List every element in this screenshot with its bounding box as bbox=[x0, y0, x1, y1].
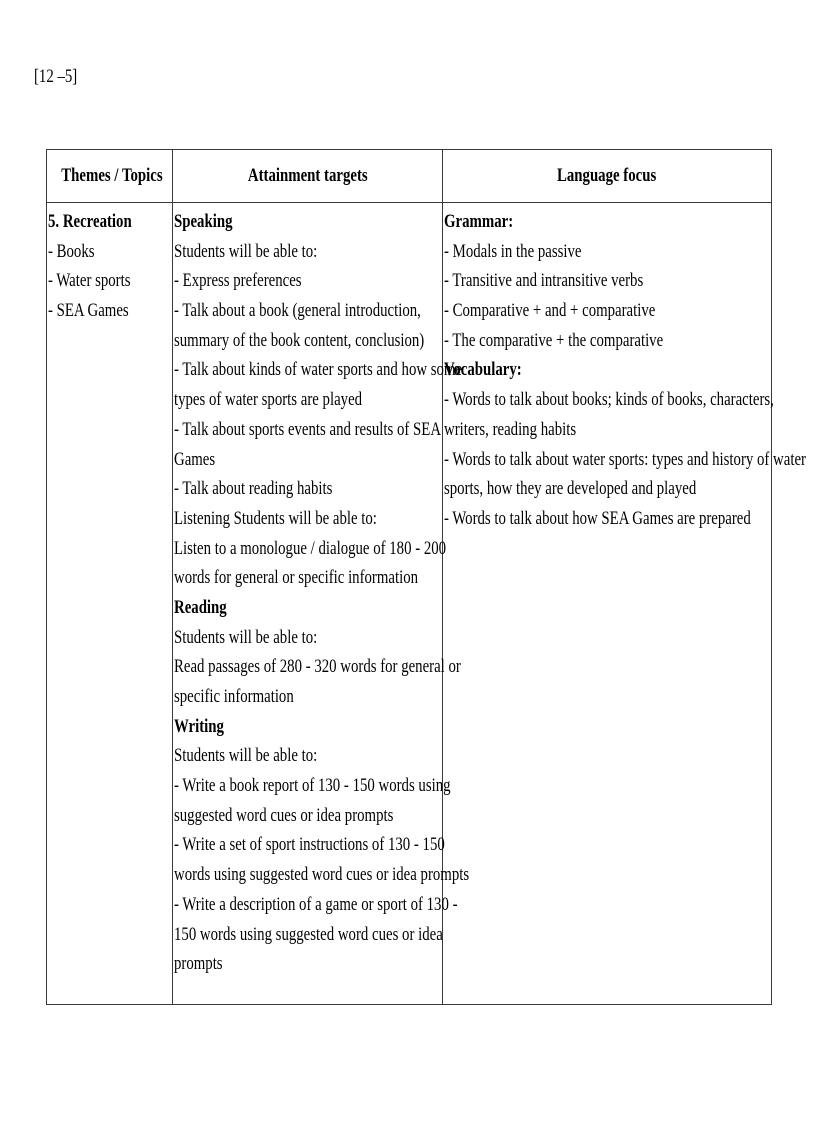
speaking-line: Games bbox=[174, 448, 216, 470]
writing-line: - Write a book report of 130 - 150 words using bbox=[174, 775, 451, 797]
curriculum-table bbox=[46, 149, 806, 1005]
writing-heading: Writing bbox=[174, 715, 224, 737]
header-attainment-targets: Attainment targets bbox=[173, 150, 443, 203]
grammar-heading: Grammar: bbox=[444, 211, 514, 232]
writing-line: words using suggested word cues or idea prompts bbox=[174, 864, 470, 886]
listening-line: Listening Students will be able to: bbox=[174, 507, 377, 529]
speaking-heading: Speaking bbox=[174, 211, 233, 232]
grammar-line: - Transitive and intransitive verbs bbox=[444, 270, 644, 292]
grammar-line: - Comparative + and + comparative bbox=[444, 300, 656, 322]
theme-title: 5. Recreation bbox=[48, 211, 132, 232]
header-language-focus: Language focus bbox=[443, 150, 772, 203]
writing-line: prompts bbox=[174, 953, 223, 975]
vocabulary-line: - Words to talk about water sports: types and history of water bbox=[444, 448, 806, 470]
grammar-line: - Modals in the passive bbox=[444, 240, 582, 262]
reading-line: Students will be able to: bbox=[174, 626, 318, 648]
table-header-row bbox=[47, 150, 772, 203]
writing-line: suggested word cues or idea prompts bbox=[174, 804, 394, 826]
theme-item: - SEA Games bbox=[48, 300, 129, 322]
theme-item: - Books bbox=[48, 240, 95, 262]
reading-heading: Reading bbox=[174, 596, 227, 618]
writing-line: Students will be able to: bbox=[174, 745, 318, 767]
writing-line: 150 words using suggested word cues or idea bbox=[174, 923, 443, 945]
listening-line: words for general or specific information bbox=[174, 567, 419, 589]
speaking-line: - Talk about sports events and results of SEA bbox=[174, 418, 442, 440]
speaking-line: - Express preferences bbox=[174, 270, 302, 292]
language-focus-cell bbox=[443, 203, 806, 1005]
attainment-targets-cell bbox=[173, 203, 470, 1005]
reading-line: Read passages of 280 - 320 words for general or bbox=[174, 656, 461, 678]
listening-line: Listen to a monologue / dialogue of 180 - 200 bbox=[174, 537, 447, 559]
header-themes-topics: Themes / Topics bbox=[47, 150, 173, 203]
page-reference: [12 –5] bbox=[34, 66, 78, 87]
speaking-line: - Talk about reading habits bbox=[174, 478, 333, 500]
theme-item: - Water sports bbox=[48, 270, 131, 292]
vocabulary-heading: Vocabulary: bbox=[444, 359, 522, 381]
speaking-line: - Talk about a book (general introduction, bbox=[174, 300, 421, 322]
speaking-line: types of water sports are played bbox=[174, 389, 363, 411]
vocabulary-line: writers, reading habits bbox=[444, 418, 577, 440]
writing-line: - Write a description of a game or sport of 130 - bbox=[174, 893, 458, 915]
table-row bbox=[47, 203, 772, 1005]
vocabulary-line: sports, how they are developed and played bbox=[444, 478, 697, 500]
speaking-line: Students will be able to: bbox=[174, 240, 318, 262]
themes-cell bbox=[47, 203, 173, 1005]
vocabulary-line: - Words to talk about how SEA Games are prepared bbox=[444, 507, 751, 529]
vocabulary-line: - Words to talk about books; kinds of books, characters, bbox=[444, 389, 774, 411]
reading-line: specific information bbox=[174, 686, 294, 707]
writing-line: - Write a set of sport instructions of 130 - 150 bbox=[174, 834, 445, 856]
speaking-line: - Talk about kinds of water sports and how some bbox=[174, 359, 463, 381]
grammar-line: - The comparative + the comparative bbox=[444, 329, 664, 351]
speaking-line: summary of the book content, conclusion) bbox=[174, 329, 425, 351]
